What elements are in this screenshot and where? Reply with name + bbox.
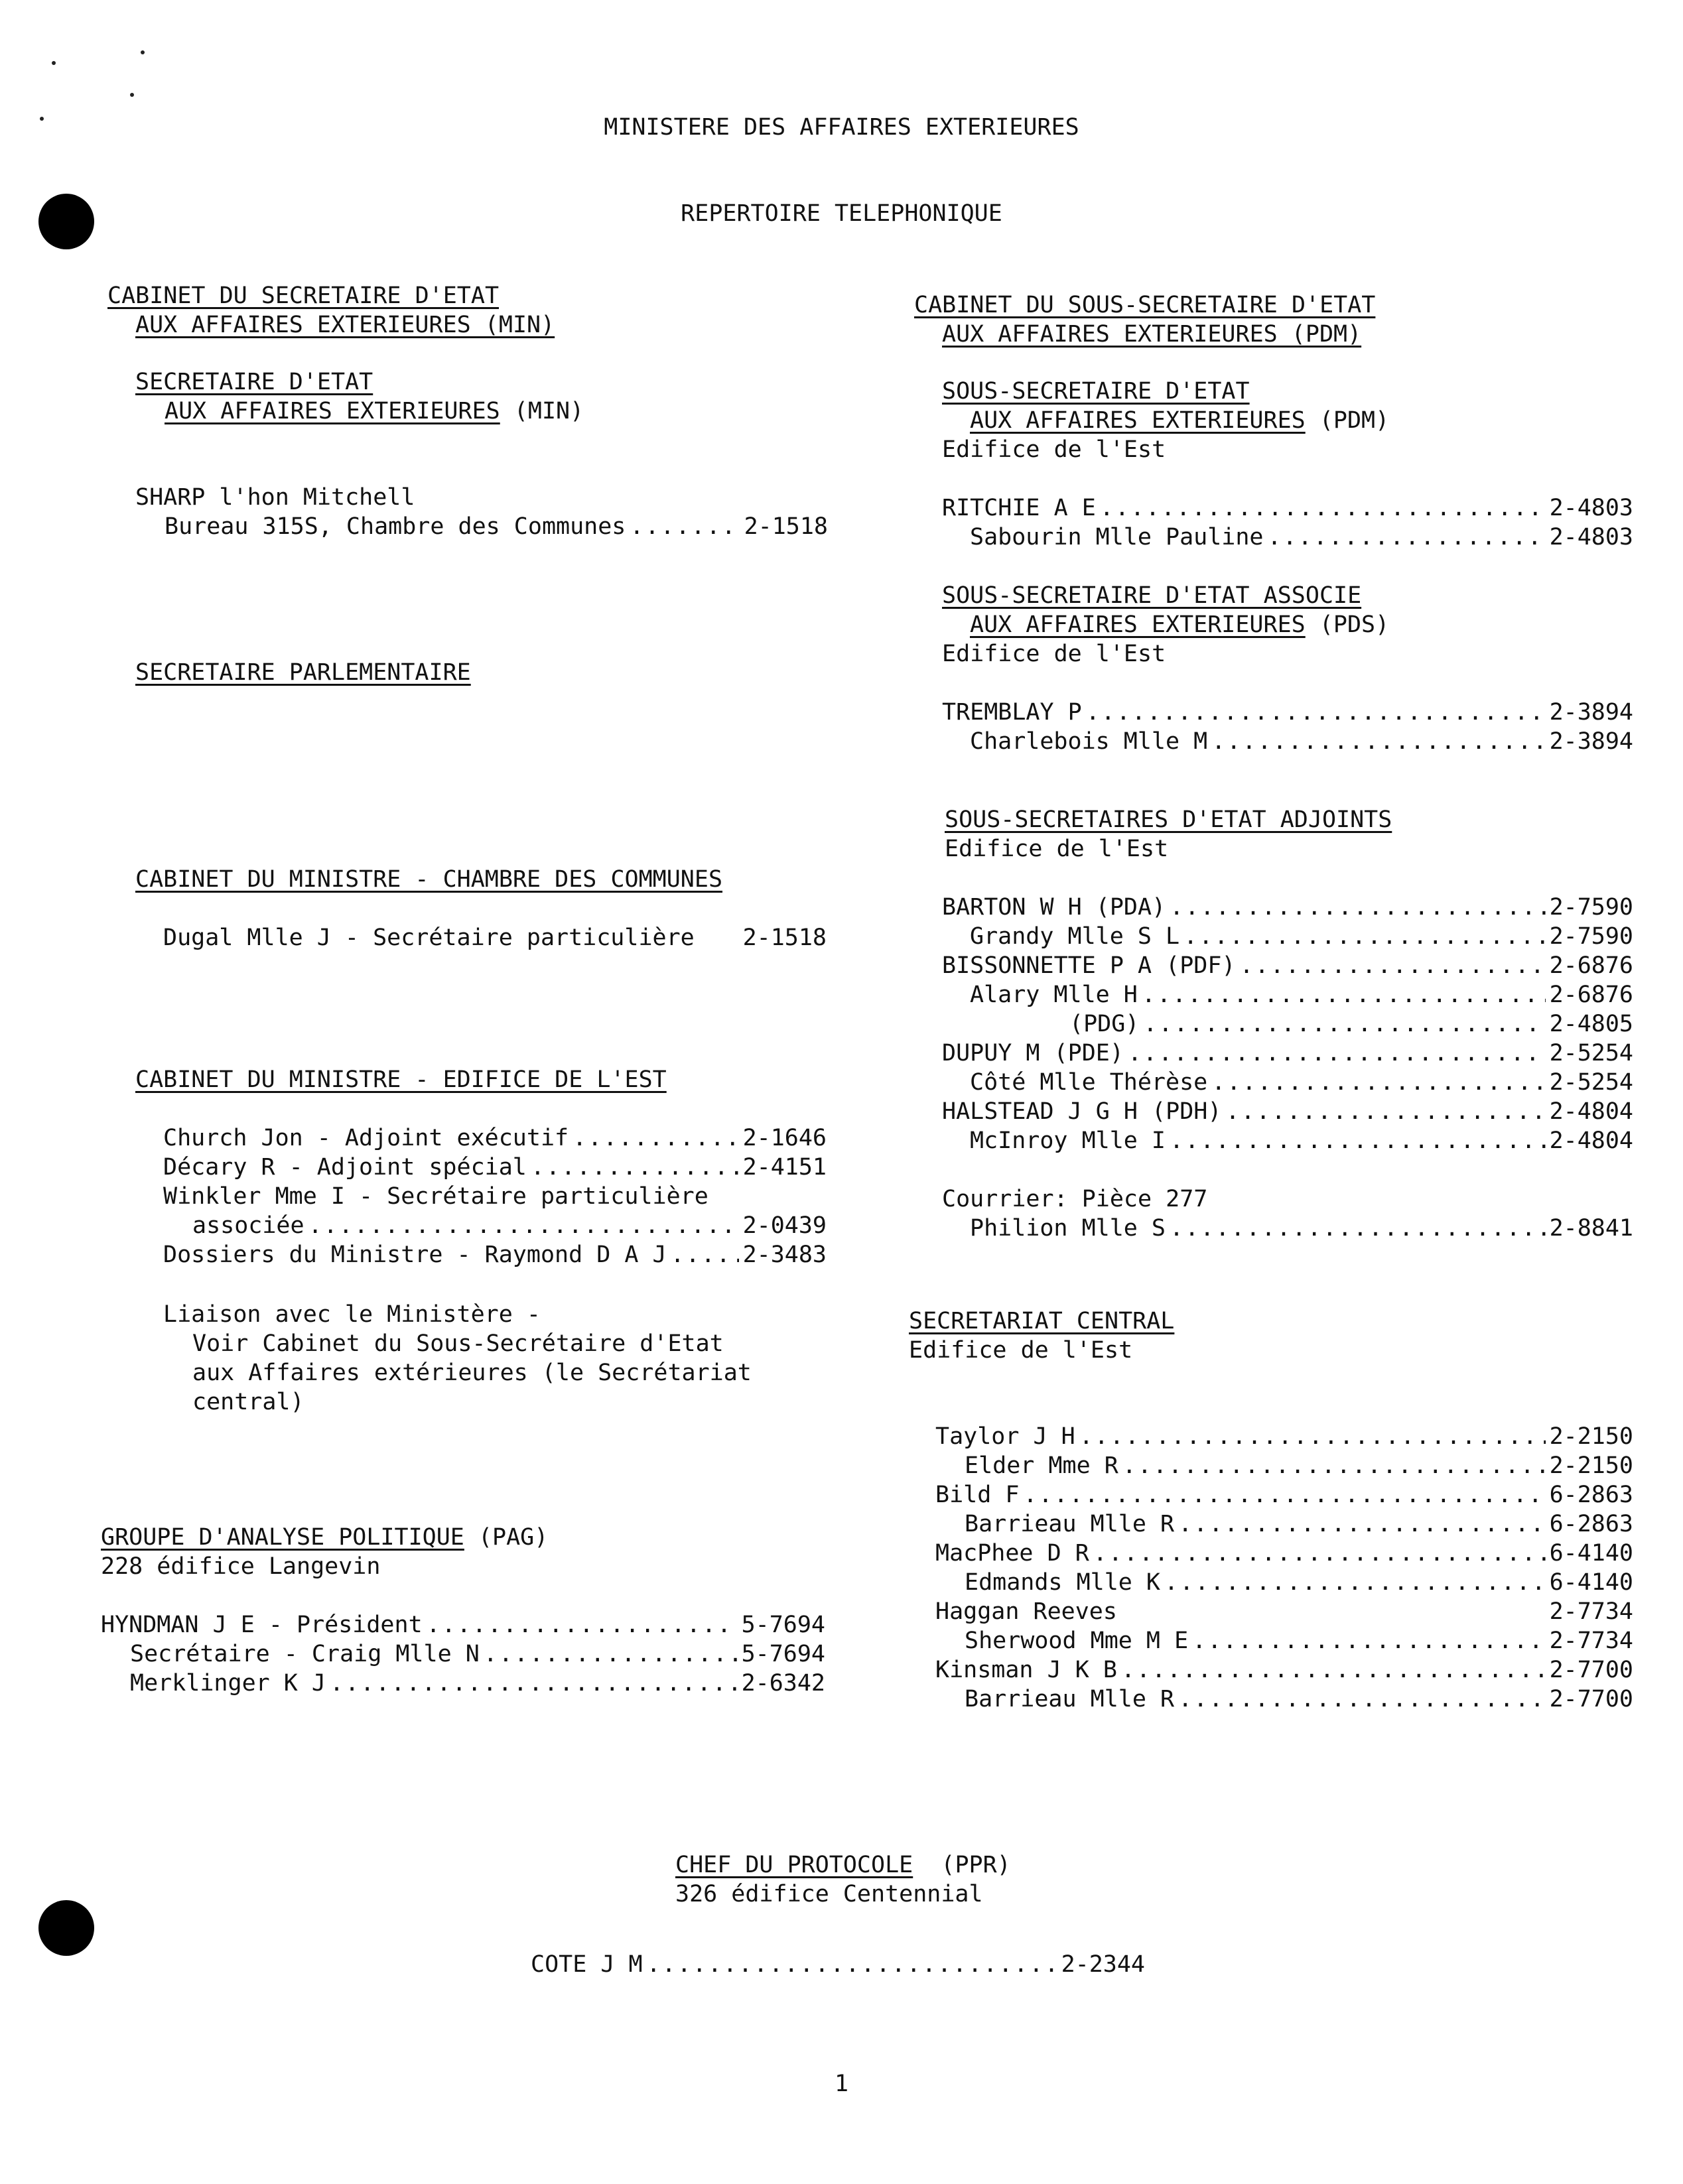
phone-number: 2-4804 [1549, 1127, 1633, 1154]
entry-name: McInroy Mlle I [970, 1127, 1166, 1154]
phone-number: 2-2150 [1549, 1452, 1633, 1479]
page-number: 1 [834, 2071, 849, 2097]
phone-number: 2-8841 [1549, 1215, 1633, 1242]
entry-barrieau-1 [965, 1510, 1633, 1539]
entry-hyndman [101, 1610, 825, 1639]
liaison-line: Voir Cabinet du Sous-Secrétaire d'Etat [192, 1330, 724, 1357]
section-heading-cabinet-est: CABINET DU MINISTRE - EDIFICE DE L'EST [135, 1066, 667, 1093]
dot-leader [1211, 1068, 1545, 1097]
entry-kinsman [935, 1655, 1633, 1685]
phone-number: 2-4803 [1549, 524, 1633, 550]
entry-name: Secrétaire - Craig Mlle N [130, 1641, 480, 1667]
dot-leader [1268, 523, 1546, 552]
dot-leader [1170, 893, 1545, 922]
phone-number: 6-2863 [1549, 1511, 1633, 1537]
section-heading-secretaire-parlementaire: SECRETAIRE PARLEMENTAIRE [135, 659, 471, 686]
phone-number: 2-3894 [1549, 728, 1633, 755]
entry-macphee [935, 1539, 1633, 1568]
subsection-heading-secretaire-etat: SECRETAIRE D'ETAT [135, 369, 373, 395]
dot-leader [1093, 1539, 1546, 1568]
punch-hole-bottom [38, 1900, 94, 1956]
phone-number: 2-7700 [1549, 1686, 1633, 1712]
dot-leader [572, 1124, 738, 1153]
phone-number: 6-2863 [1549, 1482, 1633, 1508]
entry-name: Edmands Mlle K [965, 1569, 1161, 1596]
entry-name: TREMBLAY P [942, 699, 1082, 726]
entry-bissonnette [942, 951, 1633, 980]
entry-haggan [935, 1597, 1633, 1626]
entry-elder [965, 1451, 1633, 1480]
phone-number: 2-7734 [1549, 1598, 1633, 1625]
dot-leader [427, 1610, 738, 1639]
entry-name: Côté Mlle Thérèse [970, 1069, 1208, 1096]
entry-tremblay [942, 698, 1633, 727]
dot-leader [1170, 1214, 1546, 1243]
speck [130, 93, 134, 97]
entry-name: Alary Mlle H [970, 982, 1138, 1008]
liaison-line: central) [192, 1389, 304, 1415]
entry-associee [192, 1211, 827, 1240]
phone-number: 2-4803 [1549, 495, 1633, 521]
secretaire-etat-line2-text: AUX AFFAIRES EXTERIEURES [165, 398, 500, 424]
phone-number: 2-4151 [742, 1154, 827, 1181]
associe-location: Edifice de l'Est [942, 641, 1166, 667]
courrier-label: Courrier: Pièce 277 [942, 1186, 1208, 1212]
entry-name: Haggan Reeves [935, 1598, 1117, 1625]
phone-number: 2-7590 [1549, 894, 1633, 921]
entry-church [163, 1124, 827, 1153]
entry-pdg [1069, 1009, 1633, 1039]
subsection-heading-associe: SOUS-SECRETAIRE D'ETAT ASSOCIE [942, 582, 1362, 609]
dot-leader [1086, 698, 1546, 727]
dot-leader [1100, 493, 1546, 523]
entry-name: Bild F [935, 1482, 1020, 1508]
phone-number: 2-6876 [1549, 952, 1633, 979]
dot-leader [671, 1240, 739, 1269]
section-heading-adjoints: SOUS-SECRETAIRES D'ETAT ADJOINTS [945, 806, 1392, 833]
entry-name: HALSTEAD J G H (PDH) [942, 1098, 1222, 1125]
dot-leader [1178, 1510, 1545, 1539]
phone-number: 2-7700 [1549, 1657, 1633, 1683]
section-heading-cabinet-secretaire: CABINET DU SECRETAIRE D'ETAT [107, 283, 500, 309]
entry-name: Décary R - Adjoint spécial [163, 1154, 527, 1181]
sous-secretaire-line2-text: AUX AFFAIRES EXTERIEURES [970, 407, 1306, 434]
entry-name: Dugal Mlle J - Secrétaire particulière [163, 925, 695, 951]
phone-number: 2-3894 [1549, 699, 1633, 726]
phone-number: 2-5254 [1549, 1040, 1633, 1066]
entry-sharp-bureau [165, 512, 828, 541]
phone-number: 2-1518 [744, 513, 828, 540]
dot-leader [1192, 1626, 1545, 1655]
entry-name: associée [192, 1212, 304, 1239]
phone-number: 2-3483 [742, 1242, 827, 1268]
phone-number: 2-7590 [1549, 923, 1633, 950]
entry-name: Barrieau Mlle R [965, 1686, 1175, 1712]
entry-name: Kinsman J K B [935, 1657, 1117, 1683]
subsection-heading-sous-secretaire: SOUS-SECRETAIRE D'ETAT [942, 378, 1250, 405]
dot-leader [1122, 1451, 1546, 1480]
dot-leader [1142, 980, 1546, 1009]
entry-name: Merklinger K J [130, 1670, 326, 1697]
dot-leader [647, 1950, 1057, 1979]
section-heading-cabinet-sous-secretaire-line2: AUX AFFAIRES EXTERIEURES (PDM) [942, 321, 1362, 348]
groupe-location: 228 édifice Langevin [101, 1553, 381, 1580]
protocole-location: 326 édifice Centennial [675, 1881, 983, 1907]
section-heading-cabinet-communes: CABINET DU MINISTRE - CHAMBRE DES COMMUNES [135, 866, 723, 893]
entry-name: HYNDMAN J E - Président [101, 1612, 423, 1638]
entry-barrieau-2 [965, 1685, 1633, 1714]
phone-number: 2-6342 [741, 1670, 825, 1697]
phone-number: 2-2344 [1061, 1951, 1145, 1978]
entry-name: COTE J M [531, 1951, 643, 1978]
dot-leader [308, 1211, 739, 1240]
entry-name: Sabourin Mlle Pauline [970, 524, 1264, 550]
groupe-code: (PAG) [478, 1524, 549, 1551]
entry-cote-jm [531, 1950, 1145, 1979]
subsection-heading-sous-secretaire-line2 [970, 406, 1389, 435]
dot-leader [1164, 1568, 1546, 1597]
entry-name: RITCHIE A E [942, 495, 1096, 521]
entry-name: Elder Mme R [965, 1452, 1118, 1479]
entry-ritchie [942, 493, 1633, 523]
entry-craig [130, 1639, 825, 1669]
dot-leader [1240, 951, 1546, 980]
secretaire-etat-code: (MIN) [513, 398, 584, 424]
dot-leader [1225, 1097, 1545, 1126]
phone-number: 2-1518 [742, 925, 827, 951]
entry-name: BISSONNETTE P A (PDF) [942, 952, 1236, 979]
entry-name: Dossiers du Ministre - Raymond D A J [163, 1242, 667, 1268]
entry-dossiers [163, 1240, 827, 1269]
associe-code: (PDS) [1319, 611, 1390, 638]
entry-name: Philion Mlle S [970, 1215, 1166, 1242]
entry-winkler: Winkler Mme I - Secrétaire particulière [163, 1183, 708, 1210]
entry-name: DUPUY M (PDE) [942, 1040, 1124, 1066]
subsection-heading-secretaire-etat-line2 [165, 397, 584, 426]
phone-number: 2-1646 [742, 1125, 827, 1151]
phone-number: 2-7734 [1549, 1628, 1633, 1654]
entry-edmands [965, 1568, 1633, 1597]
section-heading-cabinet-sous-secretaire: CABINET DU SOUS-SECRETAIRE D'ETAT [914, 292, 1376, 318]
entry-name: Grandy Mlle S L [970, 923, 1180, 950]
entry-alary [970, 980, 1633, 1009]
dot-leader [330, 1669, 738, 1698]
protocole-code: (PPR) [941, 1852, 1011, 1878]
phone-number: 6-4140 [1549, 1540, 1633, 1567]
entry-barton [942, 893, 1633, 922]
subsection-heading-associe-line2 [970, 610, 1389, 639]
entry-name: Bureau 315S, Chambre des Communes [165, 513, 626, 540]
protocole-heading-text: CHEF DU PROTOCOLE [675, 1852, 913, 1878]
entry-sharp-name: SHARP l'hon Mitchell [135, 484, 415, 511]
entry-name: Sherwood Mme M E [965, 1628, 1189, 1654]
document-title: MINISTERE DES AFFAIRES EXTERIEURES [604, 114, 1079, 141]
groupe-heading-text: GROUPE D'ANALYSE POLITIQUE [101, 1524, 464, 1551]
speck [52, 61, 56, 65]
entry-decary [163, 1153, 827, 1182]
dot-leader [1079, 1422, 1546, 1451]
entry-bild [935, 1480, 1633, 1510]
phone-number: 2-0439 [742, 1212, 827, 1239]
speck [141, 50, 145, 54]
entry-dugal [163, 923, 827, 952]
entry-cote-therese [970, 1068, 1633, 1097]
adjoints-location: Edifice de l'Est [945, 836, 1169, 862]
phone-number: 2-6876 [1549, 982, 1633, 1008]
entry-grandy [970, 922, 1633, 951]
phone-number: 2-2150 [1549, 1423, 1633, 1450]
section-heading-groupe-analyse [101, 1523, 548, 1552]
entry-taylor [935, 1422, 1633, 1451]
secretariat-location: Edifice de l'Est [909, 1337, 1133, 1364]
dot-leader [1128, 1039, 1546, 1068]
phone-number: 2-5254 [1549, 1069, 1633, 1096]
entry-charlebois [970, 727, 1633, 756]
dot-leader [1183, 922, 1545, 951]
entry-name: Church Jon - Adjoint exécutif [163, 1125, 569, 1151]
phone-number: 5-7694 [741, 1612, 825, 1638]
liaison-line: Liaison avec le Ministère - [163, 1301, 541, 1328]
document-subtitle: REPERTOIRE TELEPHONIQUE [681, 200, 1002, 227]
dot-leader [1170, 1126, 1546, 1155]
phone-number: 6-4140 [1549, 1569, 1633, 1596]
section-heading-secretariat-central: SECRETARIAT CENTRAL [909, 1308, 1175, 1334]
entry-name: Barrieau Mlle R [965, 1511, 1175, 1537]
entry-philion [970, 1214, 1633, 1243]
dot-leader [1143, 1009, 1545, 1039]
entry-merklinger [130, 1669, 825, 1698]
entry-name: Charlebois Mlle M [970, 728, 1208, 755]
liaison-line: aux Affaires extérieures (le Secrétariat [192, 1360, 752, 1386]
entry-name: BARTON W H (PDA) [942, 894, 1166, 921]
entry-name: Taylor J H [935, 1423, 1075, 1450]
associe-line2-text: AUX AFFAIRES EXTERIEURES [970, 611, 1306, 638]
phone-number: 2-4804 [1549, 1098, 1633, 1125]
entry-name: (PDG) [1069, 1011, 1140, 1037]
dot-leader [1211, 727, 1545, 756]
entry-sabourin [970, 523, 1633, 552]
dot-leader [630, 512, 740, 541]
sous-secretaire-location: Edifice de l'Est [942, 436, 1166, 463]
entry-mcinroy [970, 1126, 1633, 1155]
sous-secretaire-code: (PDM) [1319, 407, 1390, 434]
phone-number: 2-4805 [1549, 1011, 1633, 1037]
phone-number: 5-7694 [741, 1641, 825, 1667]
entry-sherwood [965, 1626, 1633, 1655]
dot-leader [1023, 1480, 1545, 1510]
dot-leader [1178, 1685, 1545, 1714]
dot-leader [484, 1639, 738, 1669]
entry-name: MacPhee D R [935, 1540, 1089, 1567]
dot-leader [531, 1153, 739, 1182]
dot-leader [1121, 1655, 1546, 1685]
entry-dupuy [942, 1039, 1633, 1068]
section-heading-cabinet-secretaire-line2: AUX AFFAIRES EXTERIEURES (MIN) [135, 312, 555, 338]
section-heading-protocole [675, 1850, 1011, 1880]
entry-halstead [942, 1097, 1633, 1126]
